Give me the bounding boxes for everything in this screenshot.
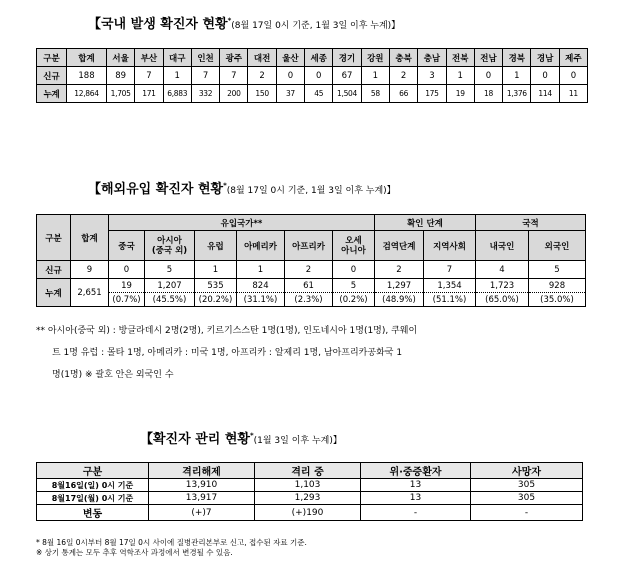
table-cell: 824 <box>237 279 285 293</box>
footnote-line: ※ 상기 통계는 모두 추후 역학조사 과정에서 변경될 수 있음. <box>36 548 233 557</box>
table-header: 광주 <box>220 49 248 67</box>
table-cell: 7 <box>424 261 476 279</box>
table-cell: - <box>361 505 471 521</box>
table-cell: 1 <box>503 67 531 85</box>
table-cell: 1,723 <box>476 279 529 293</box>
table-cell: 188 <box>67 67 107 85</box>
table-header: 중국 <box>109 231 145 261</box>
table-header: 전남 <box>474 49 502 67</box>
table-cell: 332 <box>191 85 219 103</box>
domestic-title-text: 【국내 발생 확진자 현황 <box>88 17 228 32</box>
row-label: 누계 <box>37 85 67 103</box>
pct-cell: (35.0%) <box>529 293 586 307</box>
domestic-header-row <box>37 49 588 67</box>
table-cell: 114 <box>531 85 559 103</box>
table-header: 외국인 <box>529 231 586 261</box>
table-header: 아시아 (중국 외) <box>145 231 195 261</box>
table-header: 제주 <box>559 49 587 67</box>
group-header-confirm: 확인 단계 <box>375 215 476 231</box>
management-header-row <box>37 463 583 479</box>
table-header: 합계 <box>67 49 107 67</box>
table-cell: 0 <box>559 67 587 85</box>
table-cell: 0 <box>531 67 559 85</box>
table-header: 강원 <box>361 49 389 67</box>
table-header: 경기 <box>333 49 361 67</box>
table-cell: 5 <box>145 261 195 279</box>
table-cell: 305 <box>471 479 583 492</box>
table-cell: 1,207 <box>145 279 195 293</box>
table-cell: 1 <box>361 67 389 85</box>
row-label: 8월16일(일) 0시 기준 <box>37 479 149 492</box>
table-header: 격리 중 <box>255 463 361 479</box>
table-cell: 1,354 <box>424 279 476 293</box>
table-header: 검역단계 <box>375 231 424 261</box>
row-label: 8월17일(월) 0시 기준 <box>37 492 149 505</box>
table-header: 충북 <box>389 49 417 67</box>
table-header: 아프리카 <box>285 231 333 261</box>
table-cell: 1 <box>446 67 474 85</box>
table-cell: 11 <box>559 85 587 103</box>
domestic-table <box>36 48 588 103</box>
pct-cell: (31.1%) <box>237 293 285 307</box>
pct-cell: (48.9%) <box>375 293 424 307</box>
table-header: 대전 <box>248 49 276 67</box>
table-cell: 7 <box>220 67 248 85</box>
table-cell: 37 <box>276 85 304 103</box>
table-header: 내국인 <box>476 231 529 261</box>
table-header: 유럽 <box>195 231 237 261</box>
pct-cell: (51.1%) <box>424 293 476 307</box>
table-cell: 150 <box>248 85 276 103</box>
footnote-line: * 8월 16일 0시부터 8월 17일 0시 사이에 질병관리본부로 신고, 접수된 자료 기준. <box>36 538 307 547</box>
table-cell: (+)7 <box>149 505 255 521</box>
table-cell: 2 <box>285 261 333 279</box>
overseas-title-note: (8월 17일 0시 기준, 1월 3일 이후 누계)】 <box>226 186 396 196</box>
table-cell: 1,376 <box>503 85 531 103</box>
row-label: 누계 <box>37 279 71 307</box>
table-cell: 18 <box>474 85 502 103</box>
group-header-inflow: 유입국가** <box>109 215 375 231</box>
management-section-title <box>140 428 342 447</box>
table-cell: 89 <box>107 67 135 85</box>
overseas-group-row <box>37 215 586 231</box>
table-cell: 66 <box>389 85 417 103</box>
table-header: 합계 <box>71 215 109 261</box>
table-header: 사망자 <box>471 463 583 479</box>
pct-cell: (65.0%) <box>476 293 529 307</box>
overseas-notes <box>36 320 417 386</box>
table-header: 경북 <box>503 49 531 67</box>
management-title-mark: * <box>249 431 254 440</box>
table-cell: 535 <box>195 279 237 293</box>
pct-cell: (0.7%) <box>109 293 145 307</box>
table-header: 위·중증환자 <box>361 463 471 479</box>
table-cell: 2,651 <box>71 279 109 307</box>
table-header: 충남 <box>418 49 446 67</box>
table-cell: 13,917 <box>149 492 255 505</box>
table-cell: 0 <box>333 261 375 279</box>
pct-cell: (2.3%) <box>285 293 333 307</box>
table-cell: 7 <box>191 67 219 85</box>
table-cell: 171 <box>135 85 163 103</box>
note-line: 트 1명 유럽 : 몰타 1명, 아메리카 : 미국 1명, 아프리카 : 알제리 1명, 남아프리카공화국 1 <box>52 348 403 358</box>
table-cell: - <box>471 505 583 521</box>
table-cell: 3 <box>418 67 446 85</box>
table-cell: 13 <box>361 492 471 505</box>
management-change-row <box>37 505 583 521</box>
table-cell: 1,293 <box>255 492 361 505</box>
overseas-pct-row <box>37 293 586 307</box>
domestic-title-note: (8월 17일 0시 기준, 1월 3일 이후 누계)】 <box>231 21 401 31</box>
table-cell: 1,103 <box>255 479 361 492</box>
table-cell: 4 <box>476 261 529 279</box>
domestic-title-mark: * <box>227 16 232 25</box>
table-cell: 1,504 <box>333 85 361 103</box>
table-cell: 0 <box>305 67 333 85</box>
overseas-title-text: 【해외유입 확진자 현황 <box>88 182 224 197</box>
overseas-new-row <box>37 261 586 279</box>
table-cell: 1,297 <box>375 279 424 293</box>
overseas-header-row <box>37 231 586 261</box>
table-cell: 2 <box>375 261 424 279</box>
overseas-cum-row <box>37 279 586 293</box>
table-cell: 0 <box>474 67 502 85</box>
table-cell: 9 <box>71 261 109 279</box>
table-header: 전북 <box>446 49 474 67</box>
table-cell: 1 <box>237 261 285 279</box>
note-line: 명(1명) ※ 괄호 안은 외국인 수 <box>52 370 174 380</box>
pct-cell: (0.2%) <box>333 293 375 307</box>
table-header: 부산 <box>135 49 163 67</box>
overseas-title-mark: * <box>223 181 227 190</box>
management-footnotes <box>36 538 307 558</box>
table-header: 경남 <box>531 49 559 67</box>
pct-cell: (20.2%) <box>195 293 237 307</box>
table-cell: 7 <box>135 67 163 85</box>
management-title-note: (1월 3일 이후 누계)】 <box>253 436 342 446</box>
table-cell: 175 <box>418 85 446 103</box>
domestic-new-row <box>37 67 588 85</box>
table-cell: 1 <box>195 261 237 279</box>
table-header: 격리해제 <box>149 463 255 479</box>
table-cell: 13 <box>361 479 471 492</box>
table-cell: 928 <box>529 279 586 293</box>
table-cell: 0 <box>109 261 145 279</box>
table-cell: 58 <box>361 85 389 103</box>
table-header: 세종 <box>305 49 333 67</box>
management-table <box>36 462 583 521</box>
table-cell: 0 <box>276 67 304 85</box>
overseas-section-title <box>88 178 396 197</box>
table-cell: 67 <box>333 67 361 85</box>
table-header: 인천 <box>191 49 219 67</box>
table-cell: 5 <box>529 261 586 279</box>
table-cell: 12,864 <box>67 85 107 103</box>
overseas-table <box>36 214 586 307</box>
row-label: 신규 <box>37 261 71 279</box>
table-cell: 19 <box>446 85 474 103</box>
pct-cell: (45.5%) <box>145 293 195 307</box>
management-title-text: 【확진자 관리 현황 <box>140 432 250 447</box>
table-cell: 6,883 <box>163 85 191 103</box>
table-cell: 19 <box>109 279 145 293</box>
group-header-nation: 국적 <box>476 215 586 231</box>
domestic-cum-row <box>37 85 588 103</box>
table-header: 서울 <box>107 49 135 67</box>
table-header: 대구 <box>163 49 191 67</box>
table-cell: 2 <box>248 67 276 85</box>
table-cell: 45 <box>305 85 333 103</box>
note-line: ** 아시아(중국 외) : 방글라데시 2명(2명), 키르기스스탄 1명(1명), 인도네시아 1명(1명), 쿠웨이 <box>36 326 418 336</box>
row-label: 변동 <box>37 505 149 521</box>
table-header: 구분 <box>37 463 149 479</box>
table-header: 아메리카 <box>237 231 285 261</box>
table-cell: 2 <box>389 67 417 85</box>
table-cell: 1,705 <box>107 85 135 103</box>
table-header: 구분 <box>37 49 67 67</box>
table-cell: 200 <box>220 85 248 103</box>
domestic-section-title <box>88 13 400 32</box>
management-row <box>37 492 583 505</box>
table-cell: 305 <box>471 492 583 505</box>
table-cell: 13,910 <box>149 479 255 492</box>
table-cell: 61 <box>285 279 333 293</box>
table-header: 오세 아니아 <box>333 231 375 261</box>
table-header: 울산 <box>276 49 304 67</box>
table-cell: 5 <box>333 279 375 293</box>
table-cell: (+)190 <box>255 505 361 521</box>
table-header: 지역사회 <box>424 231 476 261</box>
management-row <box>37 479 583 492</box>
table-header: 구분 <box>37 215 71 261</box>
table-cell: 1 <box>163 67 191 85</box>
row-label: 신규 <box>37 67 67 85</box>
